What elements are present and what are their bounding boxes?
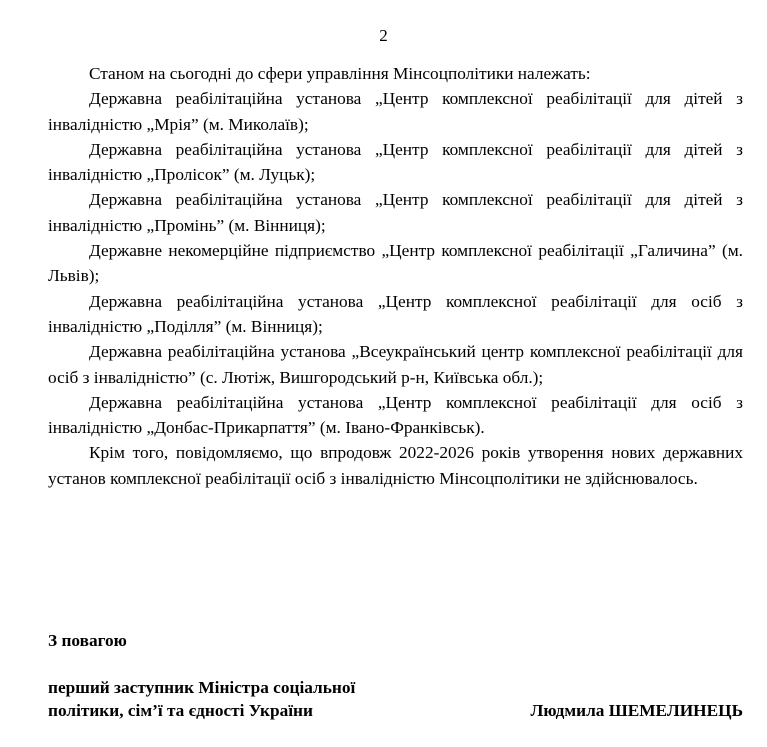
signatory-position-line1: перший заступник Міністра соціальної	[48, 678, 356, 697]
signatory-position-line2: політики, сім’ї та єдності України	[48, 701, 313, 720]
institution-prominj: Державна реабілітаційна установа „Центр комплексної реабілітації для дітей з інвалідністю „Промінь” (м. Вінниця);	[48, 190, 743, 235]
page-number: 2	[379, 26, 388, 45]
intro-paragraph: Станом на сьогодні до сфери управління Мінсоцполітики належать:	[89, 64, 591, 83]
institution-podillia: Державна реабілітаційна установа „Центр комплексної реабілітації для осіб з інвалідністю „Поділля” (м. Вінниця);	[48, 291, 743, 336]
signatory-position	[48, 676, 355, 722]
institution-all-ukrainian: Державна реабілітаційна установа „Всеукраїнський центр комплексної реабілітації для осіб з інвалідністю” (с. Лютіж, Вишгородський р-н, Київська обл.);	[48, 342, 743, 387]
institution-halychyna: Державне некомерційне підприємство „Центр комплексної реабілітації „Галичина” (м. Львів);	[48, 241, 743, 286]
institution-donbas-prykarpattia: Державна реабілітаційна установа „Центр комплексної реабілітації для осіб з інвалідністю „Донбас-Прикарпаття” (м. Івано-Франківськ).	[48, 392, 743, 438]
letter-body	[48, 61, 743, 491]
signatory-name: Людмила ШЕМЕЛИНЕЦЬ	[530, 701, 743, 720]
conclusion-paragraph: Крім того, повідомляємо, що впродовж 2022-2026 років утворення нових державних установ комплексної реабілітації осіб з інвалідністю Мінсоцполітики не здійснювалось.	[48, 443, 743, 488]
institution-prolisok: Державна реабілітаційна установа „Центр комплексної реабілітації для дітей з інвалідністю „Пролісок” (м. Луцьк);	[48, 139, 743, 185]
closing-phrase: З повагою	[48, 631, 127, 650]
institution-mriia: Державна реабілітаційна установа „Центр комплексної реабілітації для дітей з інвалідністю „Мрія” (м. Миколаїв);	[48, 89, 743, 134]
